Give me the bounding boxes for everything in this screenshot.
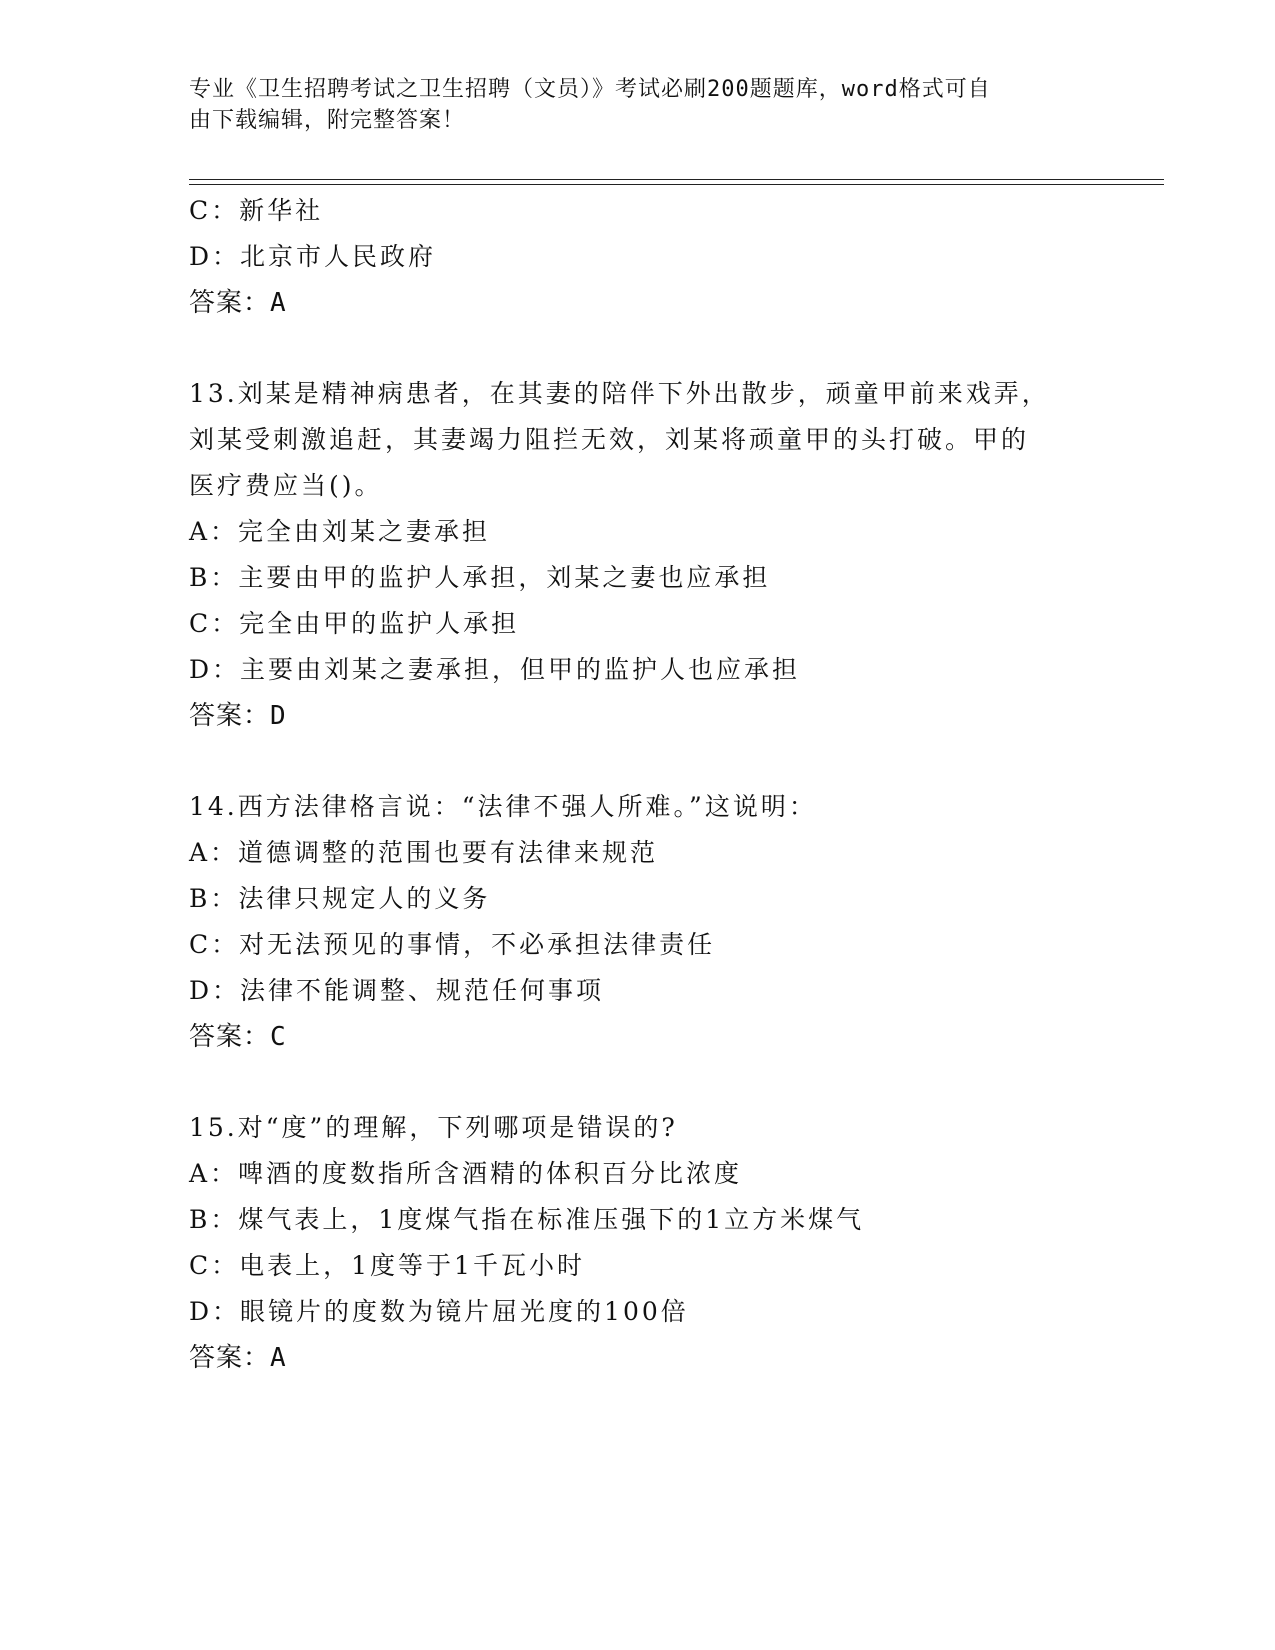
question-stem-line: 医疗费应当()。 [189,471,383,500]
question-stem-line: 刘某受刺激追赶，其妻竭力阻拦无效，刘某将顽童甲的头打破。甲的 [189,425,1030,454]
option-c: C：对无法预见的事情，不必承担法律责任 [189,930,716,959]
option-d: D：眼镜片的度数为镜片屈光度的100倍 [189,1297,689,1326]
question-15 [189,1105,1069,1381]
answer-label: 答案： [189,1343,271,1373]
header-line-1: 专业《卫生招聘考试之卫生招聘（文员）》考试必刷200题题库，word格式可自 [189,77,991,102]
answer-line [189,1014,1069,1060]
question-13 [189,371,1069,739]
answer-value: A [270,1343,287,1373]
answer-label: 答案： [189,288,271,318]
option-c: C：完全由甲的监护人承担 [189,609,520,638]
option-b: B：法律只规定人的义务 [189,884,491,913]
answer-value: D [270,701,287,731]
option-b: B：煤气表上，1度煤气指在标准压强下的1立方米煤气 [189,1205,865,1234]
header-divider-top [189,179,1164,180]
option-a: A：完全由刘某之妻承担 [189,517,491,546]
answer-line [189,280,1069,326]
answer-label: 答案： [189,701,271,731]
option-a: A：啤酒的度数指所含酒精的体积百分比浓度 [189,1159,743,1188]
option-d: D：北京市人民政府 [189,242,437,271]
option-c: C：电表上，1度等于1千瓦小时 [189,1251,585,1280]
spacer [189,739,1069,784]
answer-value: A [270,288,287,318]
answer-label: 答案： [189,1022,271,1052]
header-divider-bottom [189,184,1164,185]
header-line-2: 由下载编辑，附完整答案！ [189,108,466,133]
document-header [189,74,1069,136]
option-c: C：新华社 [189,196,324,225]
question-list [189,188,1069,1381]
option-b: B：主要由甲的监护人承担，刘某之妻也应承担 [189,563,771,592]
answer-line [189,693,1069,739]
question-stem-line: 15.对“度”的理解，下列哪项是错误的? [189,1113,678,1142]
answer-line [189,1335,1069,1381]
answer-value: C [270,1022,287,1052]
option-d: D：主要由刘某之妻承担，但甲的监护人也应承担 [189,655,801,684]
option-a: A：道德调整的范围也要有法律来规范 [189,838,659,867]
question-14 [189,784,1069,1060]
question-continued [189,188,1069,326]
spacer [189,326,1069,371]
question-stem-line: 13.刘某是精神病患者，在其妻的陪伴下外出散步，顽童甲前来戏弄， [189,379,1050,408]
spacer [189,1060,1069,1105]
option-d: D：法律不能调整、规范任何事项 [189,976,605,1005]
question-stem-line: 14.西方法律格言说：“法律不强人所难。”这说明： [189,792,817,821]
